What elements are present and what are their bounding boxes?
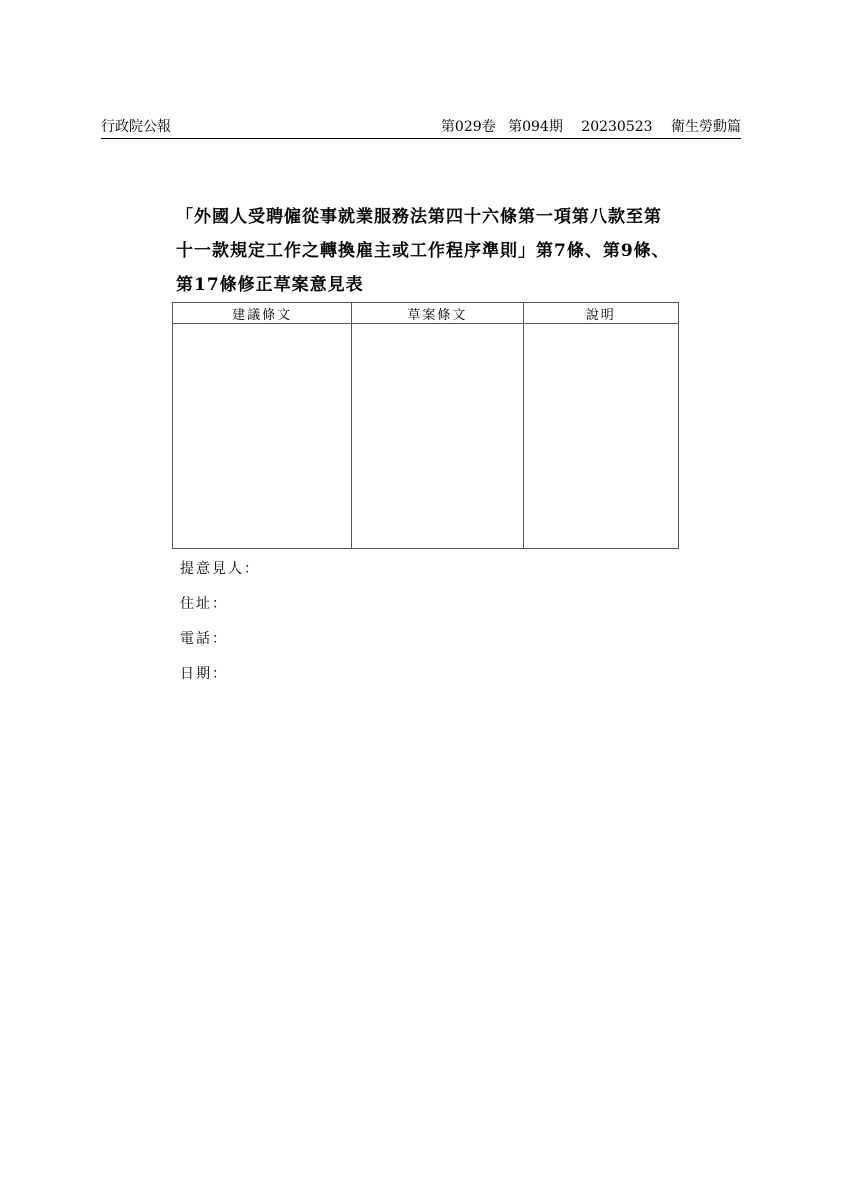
proposer-label: 提意見人： [180, 561, 260, 577]
phone-label: 電話： [180, 631, 228, 647]
issue-date: 20230523 [581, 119, 653, 135]
date-label: 日期： [180, 666, 228, 682]
title-line-1: 「外國人受聘僱從事就業服務法第四十六條第一項第八款至第 [176, 207, 662, 227]
opinion-table [172, 302, 679, 549]
section-name: 衛生勞動篇 [671, 119, 741, 135]
suggested-article-cell[interactable] [173, 324, 352, 549]
page-header [101, 118, 741, 139]
document-title [176, 200, 676, 302]
issue-number: 第094期 [508, 119, 563, 135]
column-explanation: 說明 [523, 303, 678, 324]
column-suggested-article: 建議條文 [173, 303, 352, 324]
title-line-3: 第17條修正草案意見表 [176, 275, 364, 295]
table-header-row [173, 303, 679, 324]
address-label: 住址： [180, 596, 228, 612]
contact-fields [180, 558, 260, 698]
draft-article-cell[interactable] [352, 324, 523, 549]
issue-info [433, 118, 741, 136]
publication-name: 行政院公報 [101, 119, 171, 135]
title-line-2: 十一款規定工作之轉換雇主或工作程序準則」第7條、第9條、 [176, 241, 670, 261]
column-draft-article: 草案條文 [352, 303, 523, 324]
explanation-cell[interactable] [523, 324, 678, 549]
volume-number: 第029卷 [440, 119, 496, 135]
table-row [173, 324, 679, 549]
